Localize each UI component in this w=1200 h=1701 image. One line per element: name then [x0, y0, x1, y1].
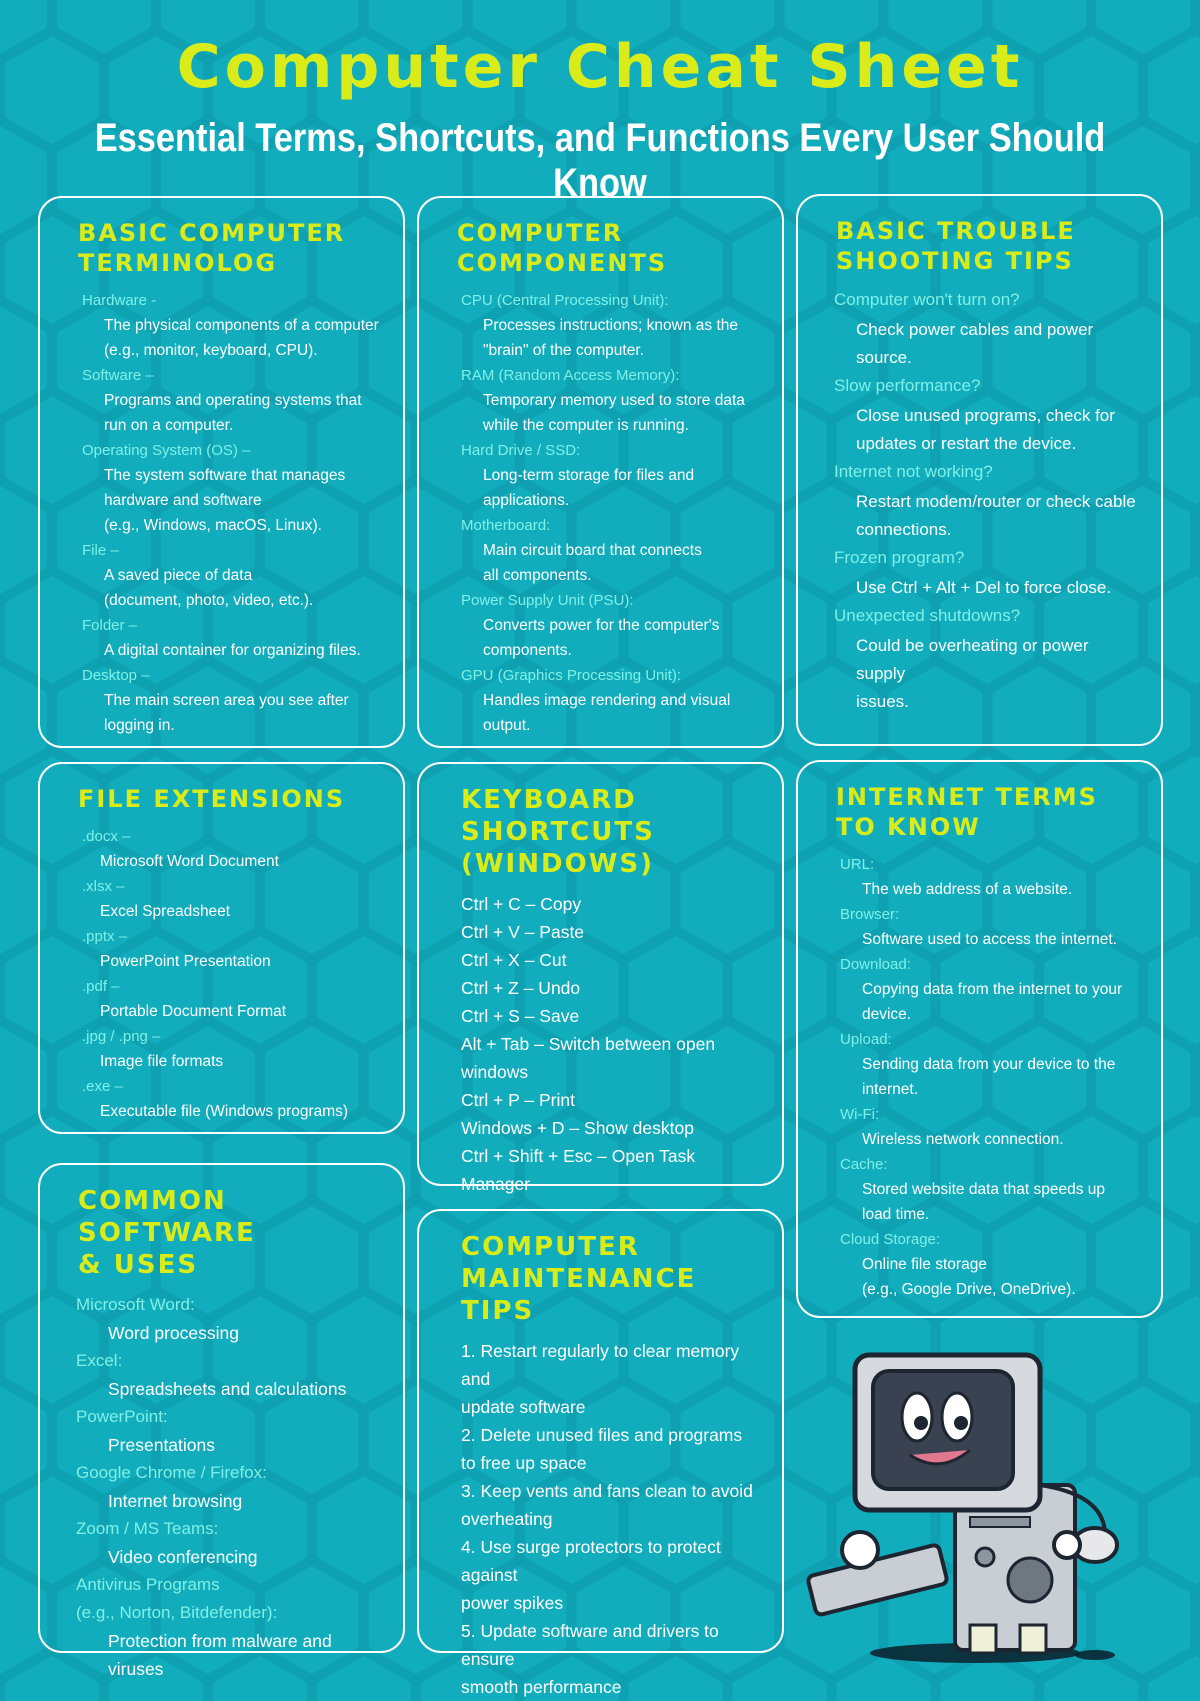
entry-definition: Wireless network connection.	[862, 1131, 1064, 1148]
entry-definition: A digital container for organizing files.	[104, 642, 361, 659]
components-list	[457, 288, 760, 738]
entry-term: Excel:	[76, 1351, 123, 1370]
entry-definition: Main circuit board that connects all components.	[483, 542, 702, 584]
entry-definition: Use Ctrl + Alt + Del to force close.	[856, 578, 1112, 597]
software-card	[38, 1163, 405, 1679]
entry-term: Upload:	[840, 1031, 892, 1048]
software-title: COMMON SOFTWARE & USES	[78, 1186, 256, 1280]
entry-definition: Internet browsing	[108, 1491, 243, 1511]
page-subtitle: Essential Terms, Shortcuts, and Functions Every User Should Know	[94, 116, 1106, 205]
entry-definition: Presentations	[108, 1435, 216, 1455]
entry-definition: Image file formats	[100, 1053, 224, 1070]
entry-definition: Processes instructions; known as the "brain" of the computer.	[483, 317, 739, 359]
entry-definition: Converts power for the computer's components.	[483, 617, 720, 659]
entry-definition: The web address of a website.	[862, 881, 1073, 898]
maintenance-card	[417, 1209, 784, 1697]
entry-term: Slow performance?	[834, 376, 981, 395]
entry-definition: The main screen area you see after logging in.	[104, 692, 349, 734]
computer-mascot-illustration	[805, 1335, 1135, 1665]
list-item: Ctrl + V – Paste	[461, 922, 585, 942]
entry-term: Power Supply Unit (PSU):	[461, 592, 634, 609]
entry-term: RAM (Random Access Memory):	[461, 367, 680, 384]
list-item: Ctrl + S – Save	[461, 1006, 580, 1026]
file-extensions-list	[78, 824, 381, 1124]
list-item: Ctrl + Shift + Esc – Open Task Manager	[461, 1146, 696, 1194]
entry-definition: The system software that manages hardware and software (e.g., Windows, macOS, Linux).	[104, 467, 346, 534]
entry-definition: Microsoft Word Document	[100, 853, 279, 870]
internet-title: INTERNET TERMS TO KNOW	[836, 783, 1098, 841]
entry-term: Frozen program?	[834, 548, 965, 567]
entry-term: URL:	[840, 856, 875, 873]
troubleshooting-list	[836, 286, 1139, 716]
internet-card	[796, 760, 1163, 1318]
list-item: 3. Keep vents and fans clean to avoid overheating	[461, 1481, 753, 1529]
entry-definition: Could be overheating or power supply issues.	[856, 636, 1089, 711]
maintenance-title: COMPUTER MAINTENANCE TIPS	[461, 1232, 697, 1326]
entry-term: Cloud Storage:	[840, 1231, 941, 1248]
entry-definition: Portable Document Format	[100, 1003, 287, 1020]
entry-term: Download:	[840, 956, 911, 973]
entry-term: Google Chrome / Firefox:	[76, 1463, 267, 1482]
entry-term: Operating System (OS) –	[82, 442, 251, 459]
entry-term: Zoom / MS Teams:	[76, 1519, 219, 1538]
entry-term: Cache:	[840, 1156, 888, 1173]
list-item: Ctrl + P – Print	[461, 1090, 575, 1110]
list-item: 1. Restart regularly to clear memory and update software	[461, 1341, 740, 1417]
entry-term: .pptx –	[82, 928, 128, 945]
entry-definition: Word processing	[108, 1323, 239, 1343]
entry-definition: Excel Spreadsheet	[100, 903, 231, 920]
list-item: Ctrl + X – Cut	[461, 950, 567, 970]
list-item: 2. Delete unused files and programs to free up space	[461, 1425, 743, 1473]
entry-definition: Handles image rendering and visual output.	[483, 692, 731, 734]
entry-definition: The physical components of a computer (e.g., monitor, keyboard, CPU).	[104, 317, 379, 359]
entry-term: Internet not working?	[834, 462, 993, 481]
entry-term: Wi-Fi:	[840, 1106, 880, 1123]
maintenance-list	[461, 1337, 760, 1701]
entry-definition: Stored website data that speeds up load time.	[862, 1181, 1105, 1223]
entry-term: Browser:	[840, 906, 900, 923]
list-item: 5. Update software and drivers to ensure smooth performance	[461, 1621, 719, 1697]
entry-definition: Online file storage (e.g., Google Drive, OneDrive).	[862, 1256, 1076, 1298]
entry-term: .jpg / .png –	[82, 1028, 161, 1045]
troubleshooting-title: BASIC TROUBLE SHOOTING TIPS	[836, 217, 1076, 275]
entry-term: .exe –	[82, 1078, 123, 1095]
components-title: COMPUTER COMPONENTS	[457, 219, 668, 277]
entry-term: Unexpected shutdowns?	[834, 606, 1021, 625]
entry-term: GPU (Graphics Processing Unit):	[461, 667, 682, 684]
entry-term: Folder –	[82, 617, 138, 634]
entry-definition: Copying data from the internet to your device.	[862, 981, 1123, 1023]
entry-term: CPU (Central Processing Unit):	[461, 292, 669, 309]
entry-term: File –	[82, 542, 119, 559]
entry-term: PowerPoint:	[76, 1407, 168, 1426]
entry-definition: Temporary memory used to store data while the computer is running.	[483, 392, 745, 434]
software-list	[78, 1291, 381, 1683]
shortcuts-list	[461, 890, 760, 1198]
list-item: Windows + D – Show desktop	[461, 1118, 694, 1138]
entry-definition: Software used to access the internet.	[862, 931, 1118, 948]
list-item: 4. Use surge protectors to protect against power spikes	[461, 1537, 721, 1613]
list-item: Ctrl + Z – Undo	[461, 978, 581, 998]
components-card	[417, 196, 784, 748]
entry-definition: A saved piece of data (document, photo, video, etc.).	[104, 567, 314, 609]
entry-term: .xlsx –	[82, 878, 125, 895]
entry-term: .docx –	[82, 828, 131, 845]
entry-definition: Video conferencing	[108, 1547, 258, 1567]
entry-definition: PowerPoint Presentation	[100, 953, 271, 970]
entry-definition: Restart modem/router or check cable connections.	[856, 492, 1136, 539]
internet-list	[836, 852, 1139, 1302]
list-item: Ctrl + C – Copy	[461, 894, 582, 914]
entry-term: Microsoft Word:	[76, 1295, 195, 1314]
troubleshooting-card	[796, 194, 1163, 746]
entry-definition: Executable file (Windows programs)	[100, 1103, 349, 1120]
entry-term: Computer won't turn on?	[834, 290, 1020, 309]
entry-term: .pdf –	[82, 978, 120, 995]
entry-term: Hard Drive / SSD:	[461, 442, 581, 459]
shortcuts-card	[417, 762, 784, 1194]
file-extensions-card	[38, 762, 405, 1134]
entry-definition: Long-term storage for files and applications.	[483, 467, 695, 509]
entry-term: Desktop –	[82, 667, 150, 684]
entry-definition: Spreadsheets and calculations	[108, 1379, 347, 1399]
terminology-list	[78, 288, 381, 738]
file-extensions-title: FILE EXTENSIONS	[78, 785, 346, 813]
entry-definition: Programs and operating systems that run on a computer.	[104, 392, 362, 434]
terminology-title: BASIC COMPUTER TERMINOLOG	[78, 219, 346, 277]
shortcuts-title: KEYBOARD SHORTCUTS (WINDOWS)	[461, 785, 655, 879]
page-title: Computer Cheat Sheet	[176, 32, 1024, 102]
entry-definition: Close unused programs, check for updates or restart the device.	[856, 406, 1115, 453]
entry-term: Software –	[82, 367, 154, 384]
entry-definition: Check power cables and power source.	[856, 320, 1094, 367]
entry-term: Motherboard:	[461, 517, 551, 534]
entry-definition: Protection from malware and viruses	[108, 1631, 332, 1679]
list-item: Alt + Tab – Switch between open windows	[461, 1034, 716, 1082]
entry-term: Hardware -	[82, 292, 157, 309]
entry-definition: Sending data from your device to the internet.	[862, 1056, 1116, 1098]
terminology-card	[38, 196, 405, 748]
entry-term: Antivirus Programs (e.g., Norton, Bitdefender):	[76, 1575, 278, 1622]
